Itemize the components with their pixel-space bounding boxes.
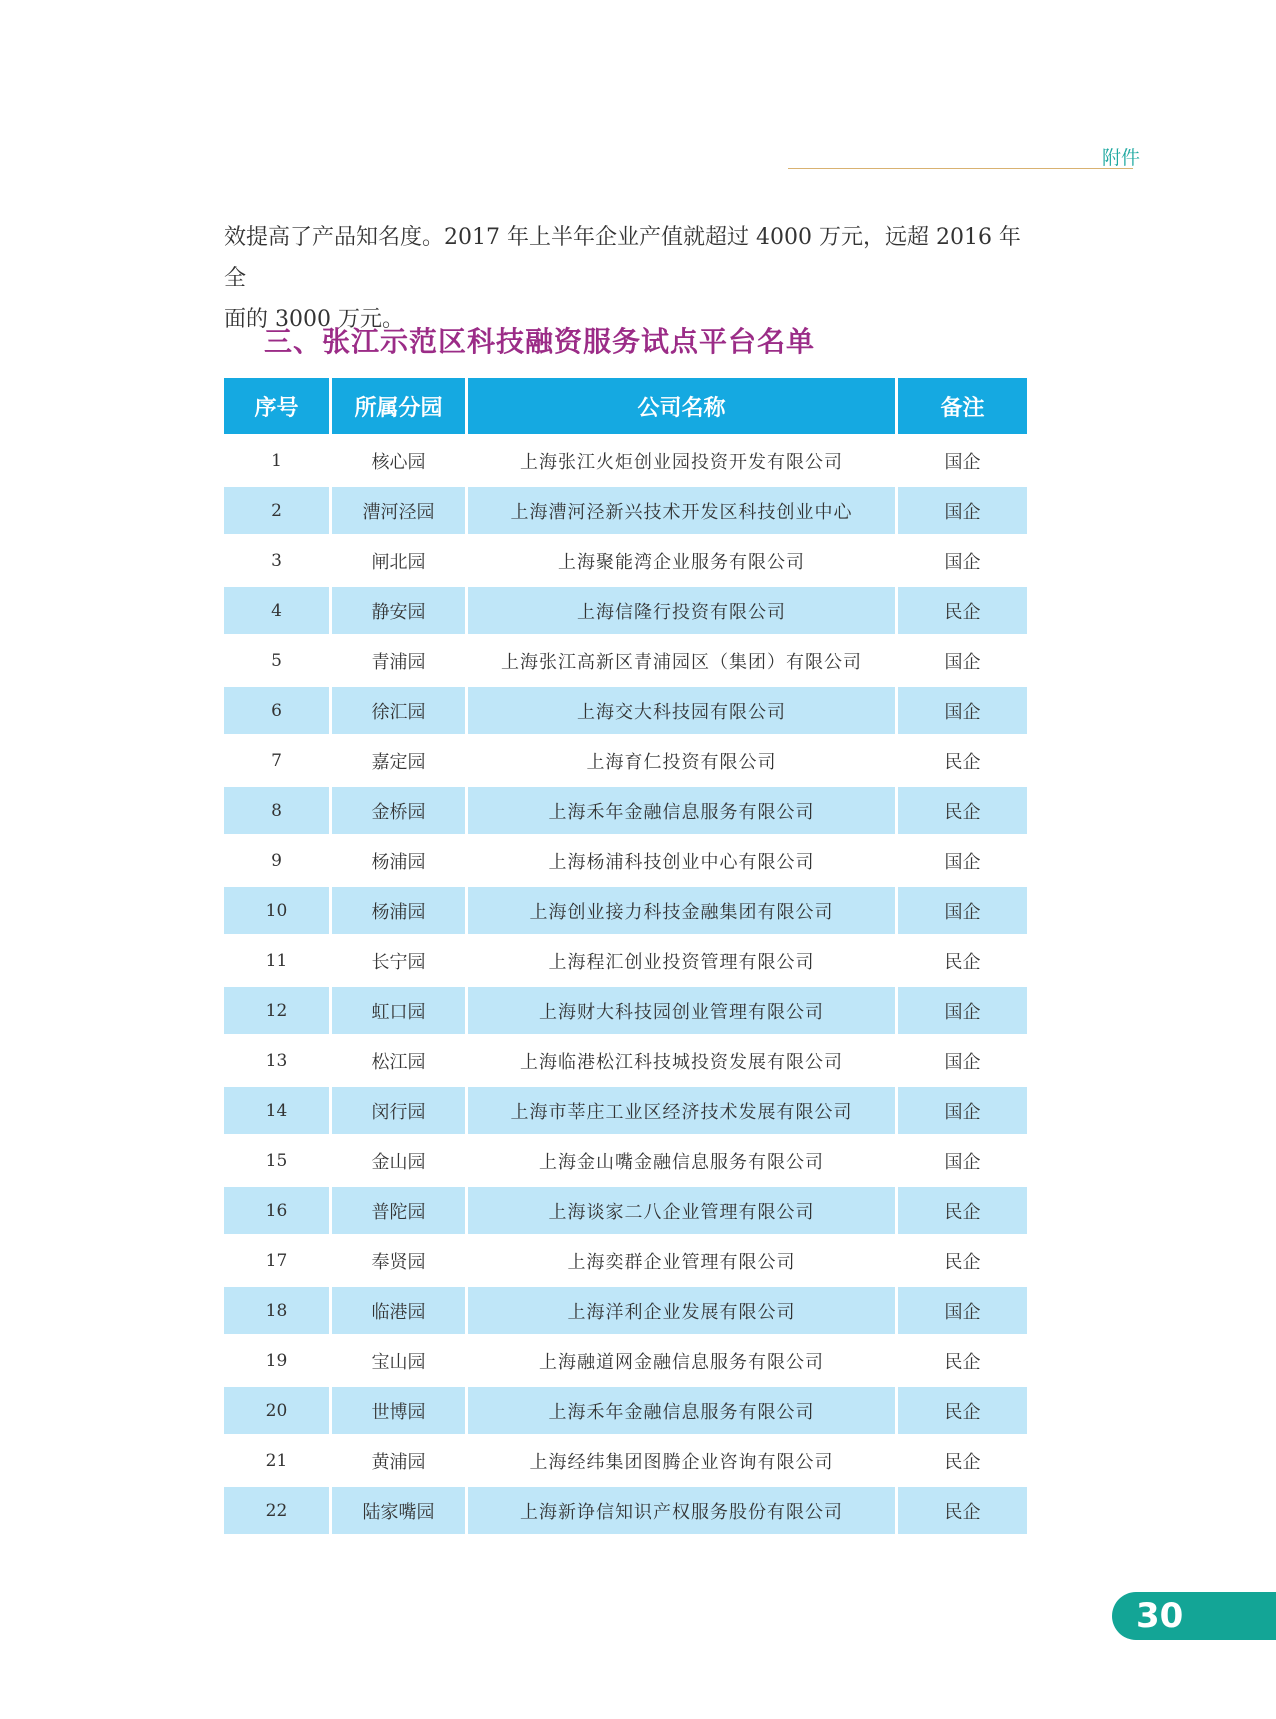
cell-index: 7 — [224, 734, 332, 784]
cell-index: 1 — [224, 434, 332, 484]
cell-company: 上海聚能湾企业服务有限公司 — [468, 534, 898, 584]
cell-company: 上海市莘庄工业区经济技术发展有限公司 — [468, 1084, 898, 1134]
running-header-label: 附件 — [1101, 147, 1140, 169]
cell-index: 6 — [224, 684, 332, 734]
intro-line-2: 面的 3000 万元。 — [224, 307, 404, 332]
cell-index: 4 — [224, 584, 332, 634]
cell-company: 上海奕群企业管理有限公司 — [468, 1234, 898, 1284]
cell-company: 上海禾年金融信息服务有限公司 — [468, 784, 898, 834]
cell-remark: 国企 — [898, 1134, 1027, 1184]
cell-remark: 国企 — [898, 1034, 1027, 1084]
cell-park: 松江园 — [332, 1034, 468, 1084]
cell-park: 奉贤园 — [332, 1234, 468, 1284]
cell-park: 青浦园 — [332, 634, 468, 684]
table-header-row — [224, 378, 1027, 434]
cell-company: 上海程汇创业投资管理有限公司 — [468, 934, 898, 984]
cell-index: 15 — [224, 1134, 332, 1184]
cell-remark: 国企 — [898, 834, 1027, 884]
cell-remark: 民企 — [898, 1334, 1027, 1384]
header-divider — [788, 168, 1133, 169]
cell-company: 上海财大科技园创业管理有限公司 — [468, 984, 898, 1034]
page-number: 30 — [1136, 1596, 1184, 1636]
cell-company: 上海经纬集团图腾企业咨询有限公司 — [468, 1434, 898, 1484]
cell-park: 核心园 — [332, 434, 468, 484]
table-row — [224, 1084, 1027, 1134]
intro-line-1: 效提高了产品知名度。2017 年上半年企业产值就超过 4000 万元，远超 2016 年全 — [224, 225, 1021, 291]
cell-remark: 民企 — [898, 1234, 1027, 1284]
table-row — [224, 884, 1027, 934]
cell-index: 17 — [224, 1234, 332, 1284]
table-row — [224, 1234, 1027, 1284]
cell-park: 杨浦园 — [332, 884, 468, 934]
column-header-park: 所属分园 — [332, 378, 468, 434]
cell-park: 虹口园 — [332, 984, 468, 1034]
cell-remark: 国企 — [898, 984, 1027, 1034]
cell-index: 22 — [224, 1484, 332, 1534]
table-row — [224, 1484, 1027, 1534]
table-row — [224, 1434, 1027, 1484]
cell-park: 杨浦园 — [332, 834, 468, 884]
cell-index: 11 — [224, 934, 332, 984]
cell-company: 上海临港松江科技城投资发展有限公司 — [468, 1034, 898, 1084]
cell-park: 徐汇园 — [332, 684, 468, 734]
cell-park: 金山园 — [332, 1134, 468, 1184]
cell-park: 静安园 — [332, 584, 468, 634]
cell-remark: 国企 — [898, 1284, 1027, 1334]
cell-park: 黄浦园 — [332, 1434, 468, 1484]
cell-company: 上海张江火炬创业园投资开发有限公司 — [468, 434, 898, 484]
table-row — [224, 1334, 1027, 1384]
cell-remark: 国企 — [898, 634, 1027, 684]
column-header-index: 序号 — [224, 378, 332, 434]
table-row — [224, 584, 1027, 634]
cell-remark: 国企 — [898, 534, 1027, 584]
cell-park: 临港园 — [332, 1284, 468, 1334]
cell-company: 上海新诤信知识产权服务股份有限公司 — [468, 1484, 898, 1534]
table-row — [224, 834, 1027, 884]
cell-park: 嘉定园 — [332, 734, 468, 784]
cell-remark: 民企 — [898, 1484, 1027, 1534]
cell-park: 长宁园 — [332, 934, 468, 984]
cell-company: 上海创业接力科技金融集团有限公司 — [468, 884, 898, 934]
column-header-company: 公司名称 — [468, 378, 898, 434]
cell-index: 16 — [224, 1184, 332, 1234]
table-row — [224, 1384, 1027, 1434]
cell-remark: 民企 — [898, 734, 1027, 784]
cell-remark: 民企 — [898, 1434, 1027, 1484]
table-row — [224, 984, 1027, 1034]
cell-index: 21 — [224, 1434, 332, 1484]
table-row — [224, 534, 1027, 584]
cell-index: 13 — [224, 1034, 332, 1084]
cell-remark: 国企 — [898, 484, 1027, 534]
cell-company: 上海谈家二八企业管理有限公司 — [468, 1184, 898, 1234]
cell-index: 3 — [224, 534, 332, 584]
cell-park: 陆家嘴园 — [332, 1484, 468, 1534]
cell-company: 上海交大科技园有限公司 — [468, 684, 898, 734]
cell-remark: 民企 — [898, 1184, 1027, 1234]
cell-index: 2 — [224, 484, 332, 534]
platform-list-table — [224, 378, 1027, 1534]
cell-remark: 国企 — [898, 1084, 1027, 1134]
table-row — [224, 734, 1027, 784]
cell-index: 18 — [224, 1284, 332, 1334]
cell-company: 上海信隆行投资有限公司 — [468, 584, 898, 634]
table-row — [224, 1284, 1027, 1334]
cell-remark: 民企 — [898, 784, 1027, 834]
cell-company: 上海金山嘴金融信息服务有限公司 — [468, 1134, 898, 1184]
cell-company: 上海张江高新区青浦园区（集团）有限公司 — [468, 634, 898, 684]
cell-park: 金桥园 — [332, 784, 468, 834]
cell-index: 8 — [224, 784, 332, 834]
cell-index: 10 — [224, 884, 332, 934]
cell-index: 20 — [224, 1384, 332, 1434]
cell-park: 漕河泾园 — [332, 484, 468, 534]
cell-remark: 民企 — [898, 934, 1027, 984]
table-row — [224, 784, 1027, 834]
cell-index: 9 — [224, 834, 332, 884]
cell-park: 世博园 — [332, 1384, 468, 1434]
table-row — [224, 634, 1027, 684]
cell-remark: 民企 — [898, 1384, 1027, 1434]
table-row — [224, 934, 1027, 984]
cell-index: 12 — [224, 984, 332, 1034]
cell-company: 上海融道网金融信息服务有限公司 — [468, 1334, 898, 1384]
cell-company: 上海漕河泾新兴技术开发区科技创业中心 — [468, 484, 898, 534]
table-row — [224, 484, 1027, 534]
cell-company: 上海育仁投资有限公司 — [468, 734, 898, 784]
cell-company: 上海洋利企业发展有限公司 — [468, 1284, 898, 1334]
cell-company: 上海杨浦科技创业中心有限公司 — [468, 834, 898, 884]
column-header-remark: 备注 — [898, 378, 1027, 434]
cell-park: 闵行园 — [332, 1084, 468, 1134]
table-row — [224, 1184, 1027, 1234]
cell-remark: 国企 — [898, 434, 1027, 484]
table-row — [224, 1134, 1027, 1184]
section-title: 三、张江示范区科技融资服务试点平台名单 — [264, 325, 816, 358]
table-body — [224, 434, 1027, 1534]
cell-park: 宝山园 — [332, 1334, 468, 1384]
cell-park: 普陀园 — [332, 1184, 468, 1234]
cell-index: 19 — [224, 1334, 332, 1384]
table-row — [224, 434, 1027, 484]
table-row — [224, 684, 1027, 734]
cell-index: 14 — [224, 1084, 332, 1134]
cell-remark: 民企 — [898, 584, 1027, 634]
cell-remark: 国企 — [898, 884, 1027, 934]
table-row — [224, 1034, 1027, 1084]
cell-remark: 国企 — [898, 684, 1027, 734]
cell-index: 5 — [224, 634, 332, 684]
cell-company: 上海禾年金融信息服务有限公司 — [468, 1384, 898, 1434]
cell-park: 闸北园 — [332, 534, 468, 584]
